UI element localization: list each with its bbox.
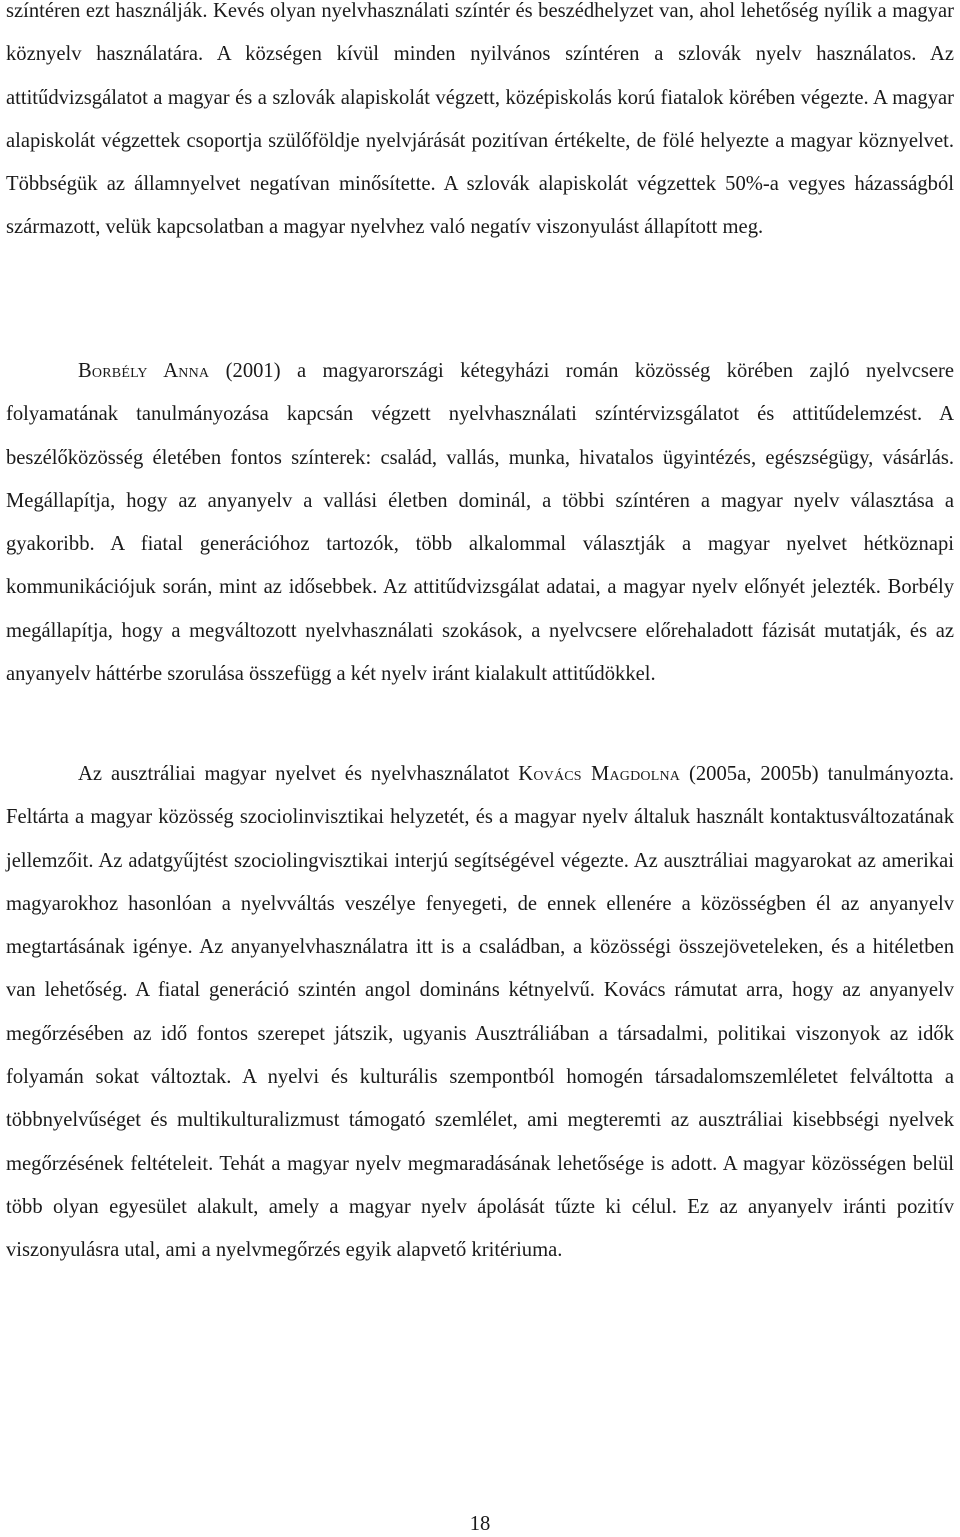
paragraph-3-intro: Az ausztráliai magyar nyelvet és nyelvhasználatot — [78, 763, 519, 785]
paragraph-2 — [6, 350, 954, 696]
paragraph-3-text: (2005a, 2005b) tanulmányozta. Feltárta a magyar közösség szociolinvisztikai helyzetét, és a magyar nyelv általuk használt kontaktusváltozatának jellemzőit. Az adatgyűjtést szociolingvisztikai interjú segítségével végezte. Az ausztráliai magyarokat az amerikai magyarokhoz hasonlóan a nyelvváltás veszélye fenyegeti, de ennek ellenére a közösségben él az anyanyelv megtartásának igénye. Az anyanyelvhasználatra itt is a családban, a közösségi összejöveteleken, és a hitéletben van lehetőség. A fiatal generáció szintén angol domináns kétnyelvű. Kovács rámutat arra, hogy az anyanyelv megőrzésében az idő fontos szerepet játszik, ugyanis Ausztráliában a társadalmi, politikai viszonyok az idők folyamán sokat változtak. A nyelvi és kulturális szempontból homogén társadalomszemléletet felváltotta a többnyelvűséget és multikulturalizmust támogató szemlélet, ami megteremti az ausztráliai kisebbségi nyelvek megőrzésének feltételeit. Tehát a magyar nyelv megmaradásának lehetősége is adott. A magyar közösségen belül több olyan egyesület alakult, amely a magyar nyelv ápolását tűzte ki célul. Ez az anyanyelv iránti pozitív viszonyulásra utal, ami a nyelvmegőrzés egyik alapvető kritériuma. — [6, 763, 954, 1262]
paragraph-1 — [6, 0, 954, 250]
paragraph-3 — [6, 753, 954, 1273]
page-number: 18 — [469, 1513, 491, 1535]
author-name-borbely-anna: Borbély Anna — [78, 360, 210, 382]
author-name-kovacs-magdolna: Kovács Magdolna — [518, 763, 681, 785]
paragraph-1-text: színtéren ezt használják. Kevés olyan nyelvhasználati színtér és beszédhelyzet van, ahol lehetőség nyílik a magyar köznyelv használatára. A községen kívül minden nyilvános színtéren a szlovák nyelv használatos. Az attitűdvizsgálatot a magyar és a szlovák alapiskolát végzett, középiskolás korú fiatalok körében végezte. A magyar alapiskolát végzettek csoportja szülőföldje nyelvjárását pozitívan értékelte, de fölé helyezte a magyar köznyelvet. Többségük az államnyelvet negatívan minősítette. A szlovák alapiskolát végzettek 50%-a vegyes házasságból származott, velük kapcsolatban a magyar nyelvhez való negatív viszonyulást állapított meg. — [6, 0, 954, 239]
paragraph-2-text: (2001) a magyarországi kétegyházi román közösség körében zajló nyelvcsere folyamatának tanulmányozása kapcsán végzett nyelvhasználati színtérvizsgálatot és attitűdelemzést. A beszélőközösség életében fontos színterek: család, vallás, munka, hivatalos ügyintézés, egészségügy, vásárlás. Megállapítja, hogy az anyanyelv a vallási életben dominál, a többi színtéren a magyar nyelv választása a gyakoribb. A fiatal generációhoz tartozók, több alkalommal választják a magyar nyelvet hétköznapi kommunikációjuk során, mint az idősebbek. Az attitűdvizsgálat adatai, a magyar nyelv előnyét jelezték. Borbély megállapítja, hogy a megváltozott nyelvhasználati szokások, a nyelvcsere előrehaladott fázisát mutatják, és az anyanyelv háttérbe szorulása összefügg a két nyelv iránt kialakult attitűdökkel. — [6, 360, 955, 686]
